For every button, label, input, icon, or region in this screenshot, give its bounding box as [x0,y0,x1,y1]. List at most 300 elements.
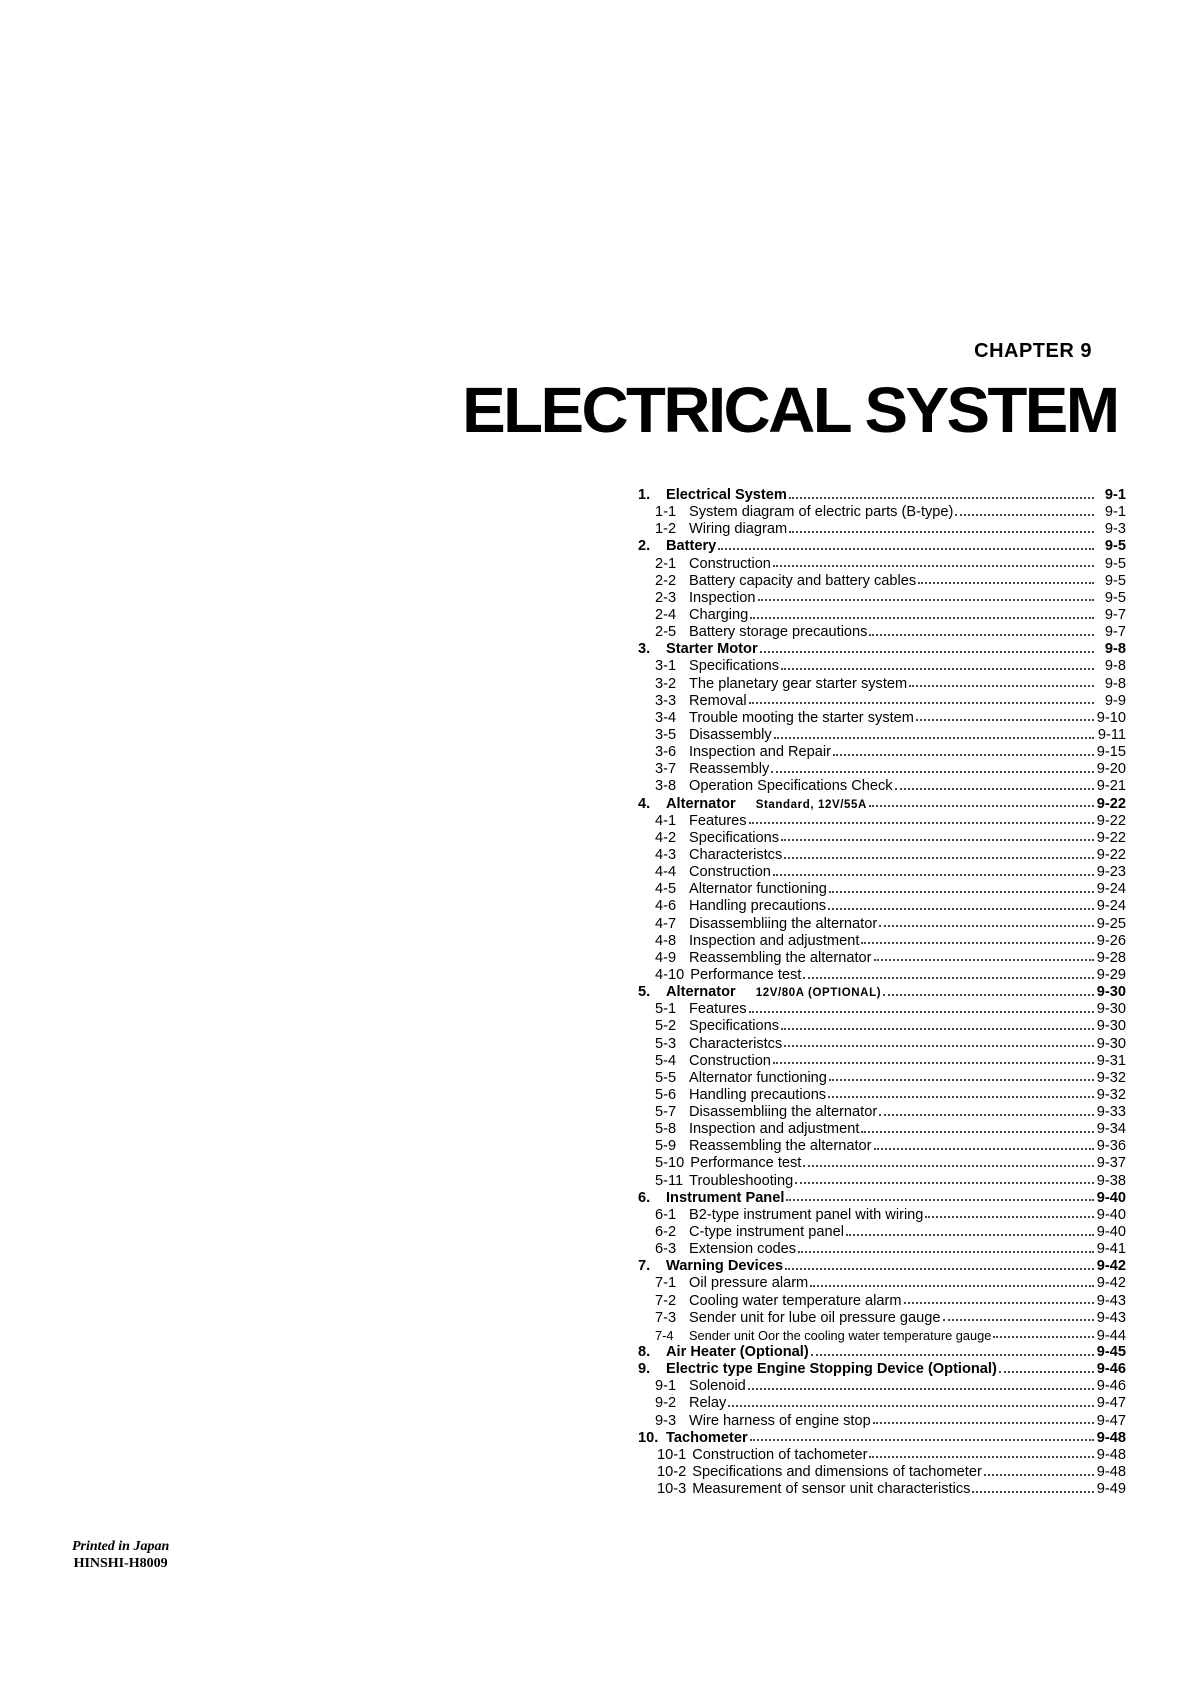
toc-dot-leader [833,754,1094,756]
toc-title: Inspection and Repair [689,744,831,761]
toc-page-number: 9-5 [1104,589,1126,606]
toc-page-number: 9-24 [1096,881,1126,898]
toc-dot-leader [760,651,1094,653]
toc-subsection [638,1413,1126,1430]
toc-number: 9-2 [655,1395,677,1412]
toc-title: Reassembling the alternator [689,949,872,966]
toc-dot-leader [810,1285,1094,1287]
toc-number: 2-5 [655,624,677,641]
toc-title: Inspection and adjustment [689,932,860,949]
toc-number: 5-5 [655,1069,677,1086]
printed-in-label: Printed in Japan [72,1539,170,1554]
toc-dot-leader [786,1199,1094,1201]
toc-title: Specifications [689,829,780,846]
page-title: ELECTRICAL SYSTEM [462,374,1118,446]
toc-dot-leader [883,994,1094,996]
toc-page-number: 9-28 [1096,949,1126,966]
toc-number: 5-1 [655,1001,677,1018]
toc-subsection [638,1173,1126,1190]
toc-number: 4-5 [655,881,677,898]
toc-dot-leader [861,1131,1094,1133]
toc-title: Reassembly [689,761,770,778]
toc-page-number: 9-42 [1096,1275,1126,1292]
toc-number: 3. [638,641,651,658]
toc-page-number: 9-30 [1096,1001,1126,1018]
toc-number: 7. [638,1258,651,1275]
toc-number: 1. [638,487,651,503]
toc-section [638,1258,1126,1275]
toc-dot-leader [798,1251,1094,1253]
toc-subsection [638,1464,1126,1481]
toc-page-number: 9-22 [1096,812,1126,829]
toc-page-number: 9-8 [1104,675,1126,692]
toc-number: 4-7 [655,915,677,932]
toc-title: Battery [666,538,717,555]
toc-section [638,1430,1126,1447]
toc-dot-leader [781,1028,1094,1030]
toc-number: 1-1 [655,504,677,521]
toc-dot-leader [895,788,1094,790]
toc-dot-leader [879,1114,1094,1116]
toc-page-number: 9-25 [1096,915,1126,932]
toc-title: Battery capacity and battery cables [689,572,917,589]
toc-number: 5-8 [655,1121,677,1138]
toc-subsection [638,573,1126,590]
toc-page-number: 9-42 [1096,1258,1126,1275]
toc-dot-leader [874,1148,1094,1150]
toc-dot-leader [749,702,1094,704]
toc-title: Alternator [666,795,736,812]
toc-number: 2-1 [655,555,677,572]
toc-subsection [638,727,1126,744]
toc-subsection [638,590,1126,607]
toc-dot-leader [773,565,1094,567]
toc-dot-leader [785,1268,1094,1270]
toc-page-number: 9-49 [1096,1481,1126,1498]
toc-page-number: 9-8 [1104,641,1126,658]
toc-subsection [638,1275,1126,1292]
toc-number: 6. [638,1189,651,1206]
toc-subsection [638,950,1126,967]
toc-number: 5-11 [655,1172,684,1189]
toc-subsection [638,830,1126,847]
toc-title: Relay [689,1395,727,1412]
toc-title: Alternator functioning [689,881,827,898]
toc-subsection [638,521,1126,538]
toc-title: Inspection and adjustment [689,1121,860,1138]
toc-title: Air Heater (Optional) [666,1344,809,1361]
toc-page-number: 9-41 [1096,1241,1126,1258]
toc-page-number: 9-1 [1104,504,1126,521]
toc-dot-leader [918,582,1094,584]
toc-subsection [638,1293,1126,1310]
toc-subsection [638,1395,1126,1412]
toc-subsection [638,847,1126,864]
toc-dot-leader [846,1234,1094,1236]
toc-section [638,796,1126,813]
toc-dot-leader [781,668,1094,670]
toc-page-number: 9-30 [1096,1018,1126,1035]
toc-subsection [638,710,1126,727]
toc-title: Sender unit for lube oil pressure gauge [689,1309,941,1326]
toc-title: Instrument Panel [666,1189,785,1206]
toc-dot-leader [999,1371,1094,1373]
toc-subsection [638,1087,1126,1104]
toc-dot-leader [828,1096,1094,1098]
toc-subsection [638,556,1126,573]
toc-subsection [638,1121,1126,1138]
toc-dot-leader [904,1302,1094,1304]
toc-title: Electric type Engine Stopping Device (Optional) [666,1361,997,1378]
toc-title: Starter Motor [666,641,758,658]
toc-title: Handling precautions [689,1086,827,1103]
toc-subsection [638,1327,1126,1344]
toc-number: 5-3 [655,1035,677,1052]
toc-number: 3-2 [655,675,677,692]
toc-subsection [638,778,1126,795]
toc-dot-leader [773,1062,1094,1064]
toc-title: Trouble mooting the starter system [689,709,914,726]
toc-subsection [638,1001,1126,1018]
toc-dot-leader [873,1422,1094,1424]
toc-dot-leader [803,977,1094,979]
toc-dot-leader [781,839,1094,841]
toc-title: B2-type instrument panel with wiring [689,1206,924,1223]
toc-note: 12V/80A (OPTIONAL) [755,987,882,1000]
toc-dot-leader [718,548,1094,550]
toc-number: 7-2 [655,1292,677,1309]
toc-number: 4. [638,795,651,812]
toc-title: Removal [689,692,747,709]
toc-dot-leader [828,908,1094,910]
toc-subsection [638,624,1126,641]
toc-dot-leader [758,599,1094,601]
toc-number: 6-3 [655,1241,677,1258]
toc-subsection [638,676,1126,693]
toc-page-number: 9-32 [1096,1069,1126,1086]
toc-title: Operation Specifications Check [689,778,893,795]
toc-number: 7-4 [655,1327,674,1343]
toc-page-number: 9-24 [1096,898,1126,915]
toc-subsection [638,813,1126,830]
toc-page-number: 9-1 [1104,487,1126,503]
toc-title: C-type instrument panel [689,1224,844,1241]
toc-page-number: 9-46 [1096,1378,1126,1395]
toc-page-number: 9-40 [1096,1189,1126,1206]
toc-section [638,1344,1126,1361]
toc-number: 4-9 [655,949,677,966]
toc-dot-leader [869,805,1094,807]
toc-number: 9-1 [655,1378,677,1395]
toc-number: 4-10 [655,966,685,983]
toc-page-number: 9-3 [1104,521,1126,538]
toc-subsection [638,864,1126,881]
toc-dot-leader [795,1182,1094,1184]
toc-title: Performance test [690,1155,802,1172]
toc-subsection [638,1224,1126,1241]
toc-subsection [638,1018,1126,1035]
toc-number: 5-9 [655,1138,677,1155]
toc-section [638,487,1126,504]
footer [72,1538,169,1572]
toc-number: 10. [638,1429,659,1446]
toc-title: Construction of tachometer [692,1446,868,1463]
toc-subsection [638,1481,1126,1498]
toc-dot-leader [909,685,1094,687]
toc-page-number: 9-22 [1096,795,1126,812]
toc-dot-leader [869,634,1094,636]
toc-number: 10-2 [657,1464,687,1481]
toc-page-number: 9-20 [1096,761,1126,778]
toc-dot-leader [943,1319,1095,1321]
toc-number: 5-7 [655,1104,677,1121]
toc-subsection [638,1207,1126,1224]
toc-dot-leader [789,497,1094,499]
toc-dot-leader [773,874,1094,876]
toc-title: Measurement of sensor unit characteristics [692,1481,971,1498]
toc-number: 7-3 [655,1309,677,1326]
toc-number: 4-8 [655,932,677,949]
toc-number: 3-7 [655,761,677,778]
toc-dot-leader [803,1165,1094,1167]
toc-page-number: 9-15 [1096,744,1126,761]
toc-number: 1-2 [655,521,677,538]
toc-page-number: 9-26 [1096,932,1126,949]
toc-page-number: 9-9 [1104,692,1126,709]
toc-title: Features [689,812,747,829]
toc-number: 10-3 [657,1481,687,1498]
toc-number: 5. [638,984,651,1001]
toc-title: Oil pressure alarm [689,1275,809,1292]
toc-page-number: 9-7 [1104,624,1126,641]
toc-number: 5-2 [655,1018,677,1035]
toc-subsection [638,1241,1126,1258]
toc-page-number: 9-31 [1096,1052,1126,1069]
toc-title: Tachometer [666,1429,748,1446]
toc-title: Electrical System [666,487,787,503]
toc-subsection [638,933,1126,950]
toc-page-number: 9-47 [1096,1412,1126,1429]
toc-title: Charging [689,606,749,623]
toc-dot-leader [771,771,1094,773]
toc-title: System diagram of electric parts (B-type) [689,504,954,521]
toc-page-number: 9-43 [1096,1309,1126,1326]
toc-section [638,1361,1126,1378]
toc-page-number: 9-23 [1096,864,1126,881]
toc-subsection [638,881,1126,898]
toc-title: Characteristcs [689,846,783,863]
toc-title: Construction [689,864,771,881]
toc-dot-leader [874,959,1094,961]
toc-title: Wiring diagram [689,521,788,538]
toc-section [638,984,1126,1001]
toc-dot-leader [750,1439,1094,1441]
toc-title: Battery storage precautions [689,624,868,641]
toc-subsection [638,1036,1126,1053]
toc-page-number: 9-33 [1096,1104,1126,1121]
toc-number: 4-3 [655,846,677,863]
toc-page-number: 9-29 [1096,966,1126,983]
toc-number: 5-6 [655,1086,677,1103]
toc-page-number: 9-44 [1096,1327,1126,1344]
toc-number: 6-1 [655,1206,677,1223]
toc-dot-leader [811,1354,1094,1356]
toc-subsection [638,1104,1126,1121]
toc-page-number: 9-11 [1097,726,1126,743]
toc-number: 3-3 [655,692,677,709]
toc-dot-leader [879,925,1094,927]
toc-dot-leader [869,1456,1094,1458]
toc-page-number: 9-40 [1096,1224,1126,1241]
toc-page-number: 9-43 [1096,1292,1126,1309]
toc-dot-leader [784,857,1094,859]
toc-dot-leader [784,1045,1094,1047]
document-code: HINSHI-H8009 [73,1556,168,1571]
toc-section [638,641,1126,658]
toc-subsection [638,1138,1126,1155]
toc-subsection [638,761,1126,778]
toc-page-number: 9-37 [1096,1155,1126,1172]
toc-page-number: 9-47 [1096,1395,1126,1412]
toc-page-number: 9-48 [1096,1464,1126,1481]
toc-number: 9. [638,1361,651,1378]
toc-section [638,538,1126,555]
toc-page-number: 9-30 [1096,984,1126,1001]
toc-title: Solenoid [689,1378,746,1395]
toc-dot-leader [955,514,1094,516]
toc-number: 7-1 [655,1275,677,1292]
toc-subsection [638,504,1126,521]
toc-page-number: 9-40 [1096,1206,1126,1223]
toc-title: Inspection [689,589,756,606]
toc-title: Specifications [689,1018,780,1035]
toc-number: 5-4 [655,1052,677,1069]
toc-dot-leader [749,822,1094,824]
toc-page-number: 9-32 [1096,1086,1126,1103]
toc-number: 2. [638,538,651,555]
toc-page-number: 9-46 [1096,1361,1126,1378]
toc-title: Specifications [689,658,780,675]
toc-subsection [638,693,1126,710]
toc-number: 10-1 [657,1446,687,1463]
toc-page-number: 9-7 [1104,606,1126,623]
toc-page-number: 9-5 [1104,538,1126,555]
toc-title: Alternator [666,984,736,1001]
toc-title: Disassembliing the alternator [689,915,878,932]
toc-number: 3-5 [655,726,677,743]
toc-dot-leader [829,1079,1094,1081]
toc-dot-leader [748,1388,1094,1390]
toc-dot-leader [972,1491,1094,1493]
toc-dot-leader [993,1336,1094,1338]
toc-title: Sender unit Oor the cooling water temperature gauge [689,1327,992,1343]
toc-page-number: 9-30 [1096,1035,1126,1052]
toc-page-number: 9-5 [1104,572,1126,589]
toc-subsection [638,1378,1126,1395]
toc-number: 3-6 [655,744,677,761]
toc-dot-leader [829,891,1094,893]
toc-number: 3-4 [655,709,677,726]
toc-subsection [638,658,1126,675]
toc-title: Alternator functioning [689,1069,827,1086]
toc-subsection [638,916,1126,933]
toc-title: Warning Devices [666,1258,784,1275]
toc-subsection [638,1447,1126,1464]
toc-title: Cooling water temperature alarm [689,1292,902,1309]
toc-page-number: 9-38 [1096,1172,1126,1189]
toc-dot-leader [774,737,1094,739]
toc-page-number: 9-21 [1096,778,1126,795]
toc-title: Troubleshooting [689,1172,794,1189]
toc-number: 5-10 [655,1155,685,1172]
toc-number: 4-1 [655,812,677,829]
toc-section [638,1190,1126,1207]
toc-title: Performance test [690,966,802,983]
toc-subsection [638,744,1126,761]
toc-title: Handling precautions [689,898,827,915]
toc-page-number: 9-34 [1096,1121,1126,1138]
toc-title: Extension codes [689,1241,797,1258]
toc-dot-leader [925,1216,1094,1218]
toc-page-number: 9-48 [1096,1446,1126,1463]
toc-title: Disassembly [689,726,772,743]
toc-title: Construction [689,555,771,572]
toc-page-number: 9-5 [1104,555,1126,572]
toc-title: Specifications and dimensions of tachometer [692,1464,982,1481]
toc-page-number: 9-48 [1096,1429,1126,1446]
toc-subsection [638,607,1126,624]
toc-number: 2-4 [655,606,677,623]
toc-number: 9-3 [655,1412,677,1429]
toc-title: Characteristcs [689,1035,783,1052]
toc-dot-leader [916,719,1094,721]
toc-page-number: 9-10 [1096,709,1126,726]
toc-title: The planetary gear starter system [689,675,908,692]
toc-number: 8. [638,1344,651,1361]
toc-subsection [638,898,1126,915]
toc-subsection [638,1070,1126,1087]
toc-title: Wire harness of engine stop [689,1412,871,1429]
toc-number: 2-2 [655,572,677,589]
toc-title: Features [689,1001,747,1018]
toc-subsection [638,967,1126,984]
toc-title: Construction [689,1052,771,1069]
toc-subsection [638,1155,1126,1172]
toc-note: Standard, 12V/55A [755,798,867,811]
toc-page-number: 9-36 [1096,1138,1126,1155]
toc-dot-leader [789,531,1094,533]
toc-page-number: 9-22 [1096,829,1126,846]
chapter-label: CHAPTER 9 [974,340,1092,362]
toc-number: 6-2 [655,1224,677,1241]
toc-title: Disassembliing the alternator [689,1104,878,1121]
toc-number: 4-2 [655,829,677,846]
toc-title: Reassembling the alternator [689,1138,872,1155]
toc-subsection [638,1053,1126,1070]
table-of-contents [638,487,1126,1498]
toc-number: 3-8 [655,778,677,795]
toc-number: 3-1 [655,658,677,675]
toc-dot-leader [728,1405,1094,1407]
toc-number: 4-4 [655,864,677,881]
toc-page-number: 9-22 [1096,846,1126,863]
toc-subsection [638,1310,1126,1327]
toc-page-number: 9-8 [1104,658,1126,675]
toc-dot-leader [984,1474,1094,1476]
toc-page-number: 9-45 [1096,1344,1126,1361]
toc-dot-leader [861,942,1094,944]
toc-number: 2-3 [655,589,677,606]
